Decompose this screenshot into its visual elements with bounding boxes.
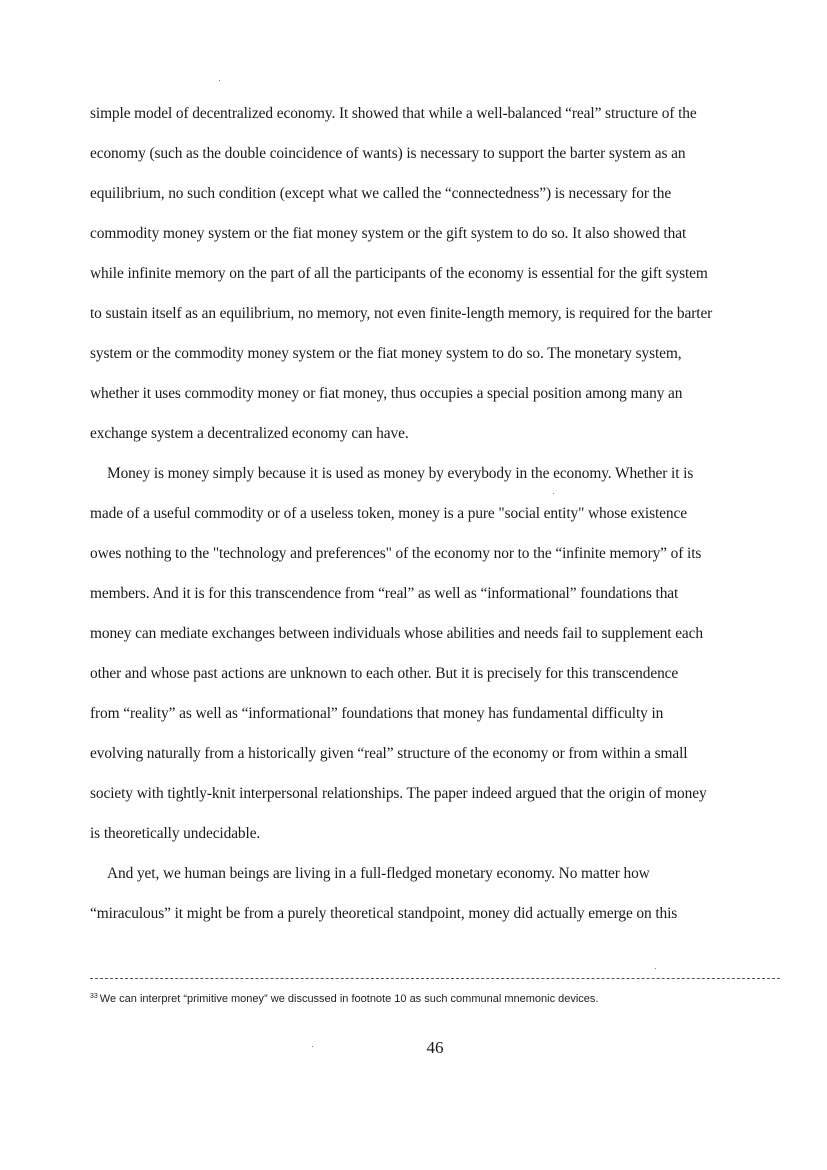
scan-speck xyxy=(219,80,220,81)
body-line: is theoretically undecidable. xyxy=(90,825,261,842)
body-line: while infinite memory on the part of all the participants of the economy is essential for the gift system xyxy=(90,265,708,282)
body-line: from “reality” as well as “informational” foundations that money has fundamental difficulty in xyxy=(90,705,664,722)
body-line: system or the commodity money system or the fiat money system to do so. The monetary system, xyxy=(90,345,682,362)
body-line: economy (such as the double coincidence of wants) is necessary to support the barter system as an xyxy=(90,145,686,162)
body-line: “miraculous” it might be from a purely theoretical standpoint, money did actually emerge on this xyxy=(90,905,678,922)
body-line: simple model of decentralized economy. It showed that while a well-balanced “real” structure of the xyxy=(90,105,697,122)
body-line: made of a useful commodity or of a useless token, money is a pure "social entity" whose existence xyxy=(90,505,687,522)
body-line: owes nothing to the "technology and preferences" of the economy nor to the “infinite memory” of its xyxy=(90,545,702,562)
body-line: money can mediate exchanges between individuals whose abilities and needs fail to supplement each xyxy=(90,625,703,642)
body-line: society with tightly-knit interpersonal relationships. The paper indeed argued that the origin of money xyxy=(90,785,707,802)
body-line: other and whose past actions are unknown to each other. But it is precisely for this transcendence xyxy=(90,665,679,682)
body-line: equilibrium, no such condition (except what we called the “connectedness”) is necessary for the xyxy=(90,185,672,202)
body-line: exchange system a decentralized economy can have. xyxy=(90,425,409,442)
scan-speck xyxy=(553,493,554,494)
body-line: whether it uses commodity money or fiat money, thus occupies a special position among many an xyxy=(90,385,683,402)
body-line: to sustain itself as an equilibrium, no memory, not even finite-length memory, is required for the barter xyxy=(90,305,713,322)
body-line: evolving naturally from a historically given “real” structure of the economy or from within a small xyxy=(90,745,688,762)
paragraph-start-line: And yet, we human beings are living in a full-fledged monetary economy. No matter how xyxy=(107,865,650,882)
scan-speck xyxy=(312,1046,313,1047)
body-line: members. And it is for this transcendence from “real” as well as “informational” foundations that xyxy=(90,585,679,602)
footnote-marker: 33 xyxy=(90,993,98,1000)
paragraph-start-line: Money is money simply because it is used as money by everybody in the economy. Whether it is xyxy=(107,465,694,482)
footnote xyxy=(90,990,598,1006)
footnote-separator xyxy=(90,978,780,979)
body-line: commodity money system or the fiat money system or the gift system to do so. It also showed that xyxy=(90,225,687,242)
footnote-text: We can interpret “primitive money” we discussed in footnote 10 as such communal mnemonic devices. xyxy=(99,993,599,1005)
scan-speck xyxy=(655,968,656,969)
page-number: 46 xyxy=(426,1038,444,1057)
